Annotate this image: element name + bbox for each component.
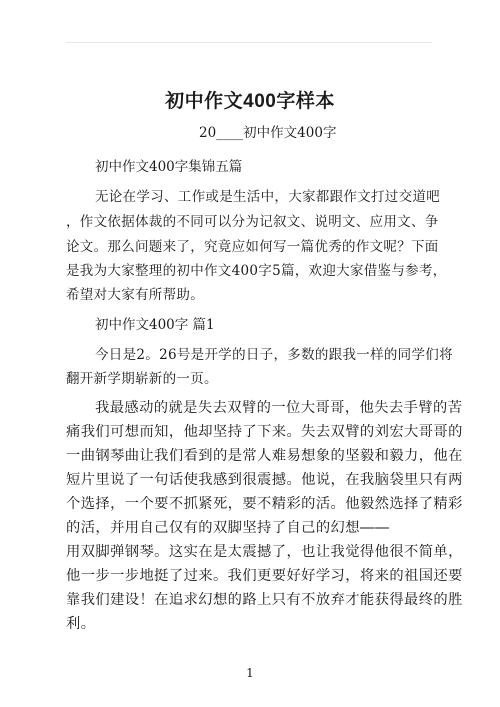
document-title: 初中作文400字样本	[165, 91, 335, 112]
essay-body-line-10: 利。	[66, 616, 96, 632]
document-subtitle: 20____初中作文400字	[199, 125, 337, 141]
intro-line-3: 论文。那么问题来了，究竟应如何写一篇优秀的作文呢？下面	[66, 239, 439, 255]
essay-body-line-8: 他一步一步地挺了过来。我们更要好好学习，将来的祖国还要	[66, 568, 463, 584]
essay-body-line-2: 痛我们可想而知，他却坚持了下来。失去双臂的刘宏大哥哥的	[66, 424, 463, 440]
intro-line-1: 无论在学习、工作或是生活中，大家都跟作文打过交道吧	[95, 189, 440, 205]
intro-line-2: ，作文依据体裁的不同可以分为记叙文、说明文、应用文、争	[66, 214, 439, 230]
essay-body-line-9: 靠我们建设！在追求幻想的路上只有不放弃才能获得最终的胜	[66, 592, 463, 608]
essay-opening-line-2: 翻开新学期崭新的一页。	[66, 371, 218, 387]
essay-body-line-1: 我最感动的就是失去双臂的一位大哥哥，他失去手臂的苦	[95, 400, 463, 416]
collection-heading: 初中作文400字集锦五篇	[95, 159, 243, 175]
header-rule	[66, 42, 432, 43]
essay-body-line-7: 用双脚弹钢琴。这实在是太震撼了，也让我觉得他很不简单，	[66, 544, 463, 560]
intro-line-4: 是我为大家整理的初中作文400字5篇，欢迎大家借鉴与参考，	[66, 263, 447, 279]
essay-opening-line-1: 今日是2。26号是开学的日子，多数的跟我一样的同学们将	[95, 347, 453, 363]
essay-body-line-5: 个选择，一个要不抓紧死，要不精彩的活。他毅然选择了精彩	[66, 496, 463, 512]
essay-body-line-3: 一曲钢琴曲让我们看到的是常人难易想象的坚毅和毅力，他在	[66, 448, 463, 464]
intro-line-5: 希望对大家有所帮助。	[66, 287, 204, 303]
page-number: 1	[246, 666, 254, 680]
essay-body-line-6: 的活，并用自己仅有的双脚坚持了自己的幻想——	[66, 520, 390, 536]
essay-body-line-4: 短片里说了一句话使我感到很震撼。他说，在我脑袋里只有两	[66, 472, 463, 488]
essay-heading: 初中作文400字 篇1	[95, 317, 215, 333]
